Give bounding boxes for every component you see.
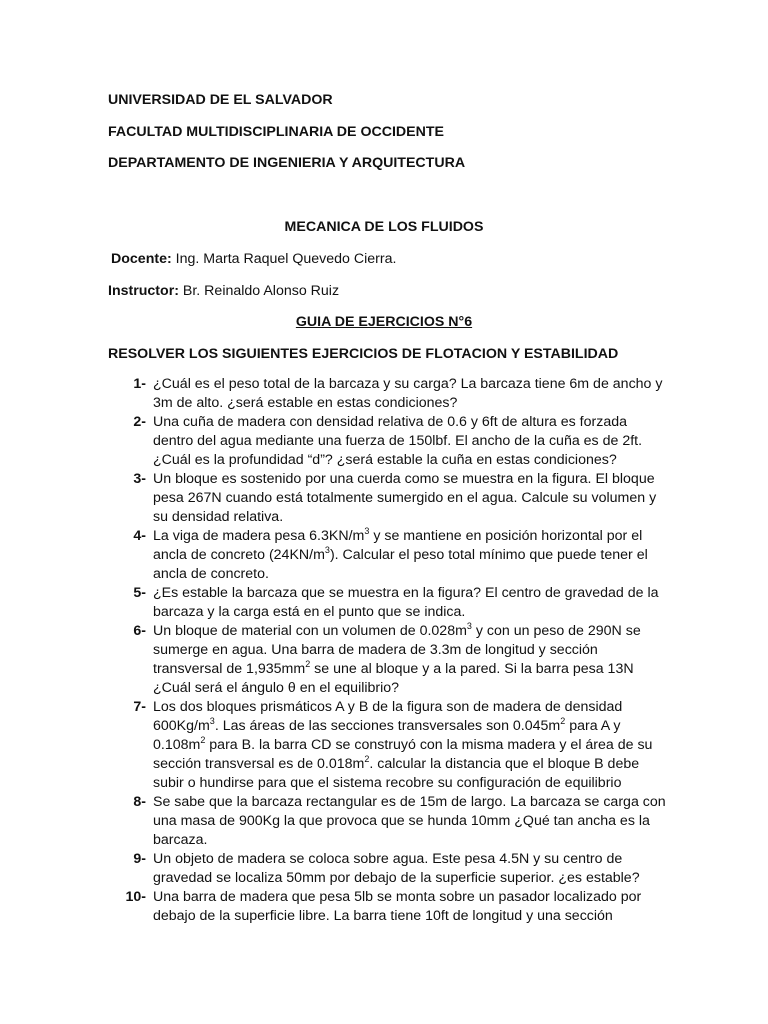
exercise-list bbox=[108, 375, 668, 926]
exponent: 2 bbox=[200, 735, 206, 745]
exercise-text-segment: ¿Cuál es el peso total de la barcaza y su carga? La barcaza tiene 6m de ancho y 3m de alto. ¿será estable en estas condiciones? bbox=[153, 376, 663, 411]
exercise-item bbox=[108, 584, 668, 622]
exercise-text-segment: Una cuña de madera con densidad relativa de 0.6 y 6ft de altura es forzada dentro del agua mediante una fuerza de 150lbf. El ancho de la cuña es de 2ft. ¿Cuál es la profundidad “d”? ¿será estable la cuña en estas condiciones? bbox=[153, 414, 643, 468]
exponent: 3 bbox=[209, 716, 215, 726]
docente-label: Docente: bbox=[111, 251, 172, 267]
exercise-number: 8- bbox=[133, 794, 146, 810]
faculty-heading: FACULTAD MULTIDISCIPLINARIA DE OCCIDENTE bbox=[108, 124, 445, 140]
exercise-number: 4- bbox=[133, 528, 146, 544]
exercise-number: 6- bbox=[133, 623, 146, 639]
exercise-item bbox=[108, 850, 668, 888]
exercise-text-segment: Un bloque es sostenido por una cuerda como se muestra en la figura. El bloque pesa 267N cuando está totalmente sumergido en el agua. Calcule su volumen y su densidad relativa. bbox=[153, 471, 657, 525]
exponent: 3 bbox=[466, 621, 472, 631]
exercise-text bbox=[153, 793, 668, 850]
exercise-text-segment: Un bloque de material con un volumen de 0.028m bbox=[153, 623, 467, 639]
docente-value: Ing. Marta Raquel Quevedo Cierra. bbox=[175, 251, 397, 267]
exercise-text-segment: La viga de madera pesa 6.3KN/m bbox=[153, 528, 365, 544]
department-heading: DEPARTAMENTO DE INGENIERIA Y ARQUITECTURA bbox=[108, 155, 466, 171]
exercise-text-segment: Los dos bloques prismáticos A y B de la figura son de madera de densidad 600Kg/m bbox=[153, 699, 623, 734]
exercise-item bbox=[108, 470, 668, 527]
guide-title: GUIA DE EJERCICIOS N°6 bbox=[295, 314, 473, 330]
exercise-number: 1- bbox=[133, 376, 146, 392]
exercise-text-segment: . calcular la distancia que el bloque B debe subir o hundirse para que el sistema recobre su configuración de equilibrio bbox=[153, 756, 640, 791]
exercise-text bbox=[153, 375, 668, 413]
exponent: 2 bbox=[364, 754, 370, 764]
instructions-heading: RESOLVER LOS SIGUIENTES EJERCICIOS DE FLOTACION Y ESTABILIDAD bbox=[108, 346, 619, 362]
exercise-item bbox=[108, 793, 668, 850]
exponent: 3 bbox=[324, 545, 330, 555]
instructor-label: Instructor: bbox=[108, 283, 179, 299]
exercise-number: 3- bbox=[133, 471, 146, 487]
course-title: MECANICA DE LOS FLUIDOS bbox=[284, 219, 484, 235]
exercise-number: 5- bbox=[133, 585, 146, 601]
exercise-text bbox=[153, 470, 668, 527]
exercise-text-segment: Una barra de madera que pesa 5lb se monta sobre un pasador localizado por debajo de la superficie libre. La barra tiene 10ft de longitud y una sección bbox=[153, 889, 642, 924]
docente-line bbox=[111, 250, 396, 269]
exercise-text bbox=[153, 698, 668, 793]
exercise-item bbox=[108, 698, 668, 793]
exercise-number: 9- bbox=[133, 851, 146, 867]
instructor-line bbox=[108, 282, 339, 301]
exercise-text-segment: y con un peso de 290N se sumerge en agua. Una barra de madera de 3.3m de longitud y sección transversal de 1,935mm bbox=[153, 623, 641, 677]
university-heading: UNIVERSIDAD DE EL SALVADOR bbox=[108, 92, 333, 108]
exercise-text bbox=[153, 527, 668, 584]
exercise-text-segment: ). Calcular el peso total mínimo que puede tener el ancla de concreto. bbox=[153, 547, 648, 582]
exercise-number: 7- bbox=[133, 699, 146, 715]
exercise-item bbox=[108, 622, 668, 698]
exercise-text bbox=[153, 413, 668, 470]
exercise-text-segment: para B. la barra CD se construyó con la misma madera y el área de su sección transversal es de 0.018m bbox=[153, 737, 653, 772]
exercise-text-segment: para A y 0.108m bbox=[153, 718, 621, 753]
exponent: 3 bbox=[364, 526, 370, 536]
exercise-item bbox=[108, 413, 668, 470]
exercise-text-segment: y se mantiene en posición horizontal por el ancla de concreto (24KN/m bbox=[153, 528, 643, 563]
exercise-text-segment: ¿Es estable la barcaza que se muestra en la figura? El centro de gravedad de la barcaza y la carga está en el punto que se indica. bbox=[153, 585, 659, 620]
exercise-text-segment: Un objeto de madera se coloca sobre agua. Este pesa 4.5N y su centro de gravedad se localiza 50mm por debajo de la superficie superior. ¿es estable? bbox=[153, 851, 640, 886]
exercise-text bbox=[153, 584, 668, 622]
exponent: 2 bbox=[560, 716, 566, 726]
exercise-item bbox=[108, 527, 668, 584]
exercise-item bbox=[108, 888, 668, 926]
exercise-item bbox=[108, 375, 668, 413]
exercise-text-segment: se une al bloque y a la pared. Si la barra pesa 13N ¿Cuál será el ángulo θ en el equilibrio? bbox=[153, 661, 634, 696]
exercise-text-segment: Se sabe que la barcaza rectangular es de 15m de largo. La barcaza se carga con una masa de 900Kg la que provoca que se hunda 10mm ¿Qué tan ancha es la barcaza. bbox=[153, 794, 666, 848]
exercise-text bbox=[153, 850, 668, 888]
exercise-number: 10- bbox=[125, 889, 146, 905]
exponent: 2 bbox=[305, 659, 311, 669]
exercise-text bbox=[153, 622, 668, 698]
exercise-number: 2- bbox=[133, 414, 146, 430]
exercise-text bbox=[153, 888, 668, 926]
instructor-value: Br. Reinaldo Alonso Ruiz bbox=[182, 283, 340, 299]
exercise-text-segment: . Las áreas de las secciones transversales son 0.045m bbox=[214, 718, 561, 734]
